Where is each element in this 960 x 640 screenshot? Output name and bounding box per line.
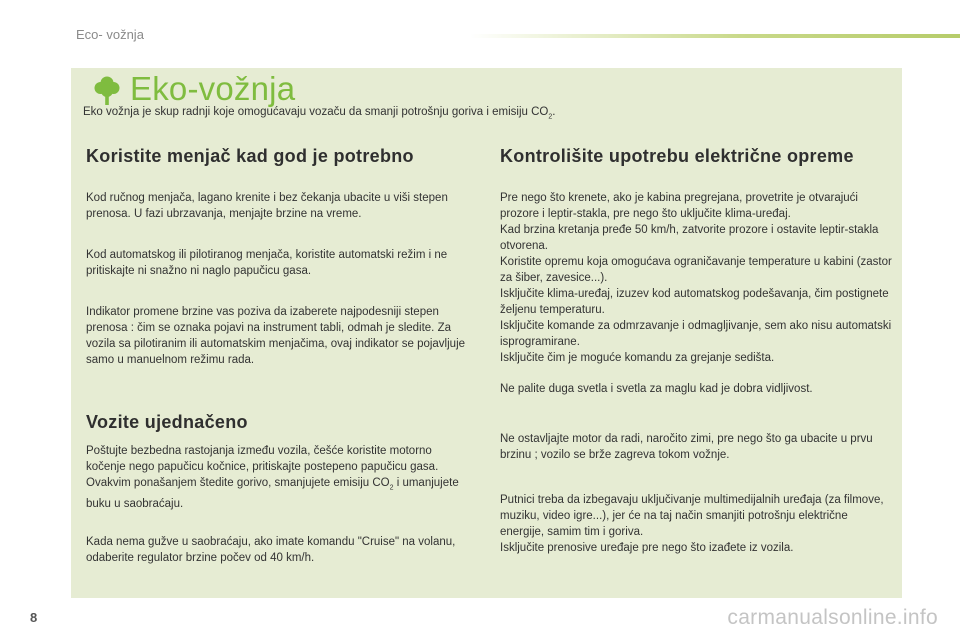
paragraph-automatic-gearbox: Kod automatskog ili pilotiranog menjača, koristite automatski režim i ne pritiskajte ni snažno ni naglo papučicu gasa. — [86, 249, 448, 277]
paragraph-multimedia — [500, 492, 892, 556]
text-line: Koristite opremu koja omogućava ograničavanje temperature u kabini (zastor za šiber, zavesice...). — [500, 256, 892, 284]
paragraph-cabin-ventilation — [500, 190, 892, 366]
heading-smooth-driving: Vozite ujednačeno — [86, 412, 248, 432]
header-rule — [470, 34, 960, 38]
watermark: carmanualsonline.info — [727, 606, 938, 629]
text-line: Kad brzina kretanja pređe 50 km/h, zatvorite prozore i ostavite leptir-stakla otvorena. — [500, 224, 879, 252]
text-line: Isključite prenosive uređaje pre nego što izađete iz vozila. — [500, 542, 794, 554]
heading-electric-equipment: Kontrolišite upotrebu električne opreme — [500, 146, 854, 166]
text-line: Putnici treba da izbegavaju uključivanje multimedijalnih uređaja (za filmove, muziku, video igre...), jer će na taj način smanjiti potrošnju električne energije, samim tim i goriva. — [500, 494, 884, 538]
section-label: Eco- vožnja — [76, 27, 144, 42]
eco-title: Eko-vožnja — [130, 70, 296, 107]
paragraph-engine-idle: Ne ostavljajte motor da radi, naročito zimi, pre nego što ga ubacite u prvu brzinu ; vozilo se brže zagreva tokom vožnje. — [500, 433, 873, 461]
text-line: Isključite čim je moguće komandu za grejanje sedišta. — [500, 352, 775, 364]
paragraph-cruise-control: Kada nema gužve u saobraćaju, ako imate komandu "Cruise" na volanu, odaberite regulator brzine počev od 40 km/h. — [86, 536, 456, 564]
heading-gears: Koristite menjač kad god je potrebno — [86, 146, 414, 166]
paragraph-safe-distance: Poštujte bezbedna rastojanja između vozila, češće koristite motorno kočenje nego papučicu kočnice, pritiskajte postepeno papučicu gasa. Ovakvim ponašanjem štedite gorivo, smanjujete emisiju $CO_2$ i umanjujete buku u saobraćaju. — [86, 445, 459, 511]
paragraph-manual-gearbox: Kod ručnog menjača, lagano krenite i bez čekanja ubacite u viši stepen prenosa. U fazi ubrzavanja, menjajte brzine na vreme. — [86, 192, 448, 220]
page-number: 8 — [30, 610, 38, 625]
text-line: Isključite klima-uređaj, izuzev kod automatskog podešavanja, čim postignete željenu temperaturu. — [500, 288, 889, 316]
text-line: Isključite komande za odmrzavanje i odmagljivanje, sem ako nisu automatski isprogramirane. — [500, 320, 892, 348]
paragraph-lights: Ne palite duga svetla i svetla za maglu kad je dobra vidljivost. — [500, 383, 813, 395]
paragraph-gear-indicator: Indikator promene brzine vas poziva da izaberete najpodesniji stepen prenosa : čim se oznaka pojavi na instrument tabli, odmah je sledite. Za vozila sa pilotiranim ili automatskim menjačima, ovaj indikator se pojavljuje samo u manuelnom režimu rada. — [86, 306, 466, 366]
eco-intro: Eko vožnja je skup radnji koje omogućavaju vozaču da smanji potrošnju goriva i emisiju $CO_2$. — [83, 106, 556, 121]
tree-icon — [93, 76, 121, 106]
text-line: Pre nego što krenete, ako je kabina pregrejana, provetrite je otvarajući prozore i leptir-stakla, pre nego što uključite klima-uređaj. — [500, 192, 858, 220]
